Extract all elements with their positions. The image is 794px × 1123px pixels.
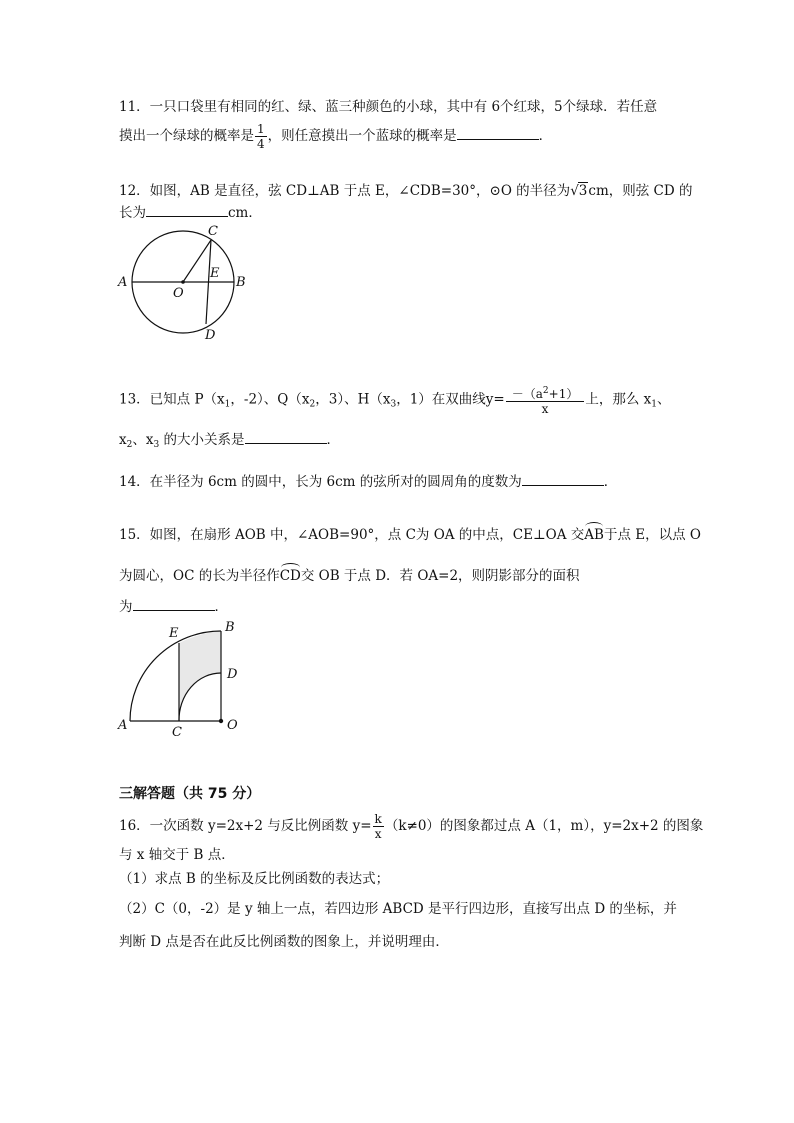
q12-radius-oc <box>183 240 211 282</box>
q12-line2 <box>119 204 262 221</box>
q13-frac-num <box>506 384 585 402</box>
q13-text-b: ，-2）、Q（x <box>230 391 310 408</box>
q12-label-c: C <box>208 224 218 239</box>
q11-fraction <box>255 122 267 151</box>
q15-label-o: O <box>227 718 238 733</box>
q14-text: 14．在半径为 6cm 的圆中，长为 6cm 的弦所对的圆周角的度数为 <box>119 474 522 490</box>
q13-sub2: 2 <box>309 399 316 410</box>
q15-line2 <box>119 568 580 584</box>
q13-text-c: ，3）、H（x <box>315 391 391 408</box>
q15-line3 <box>119 598 228 615</box>
q16-frac-num: k <box>374 812 382 826</box>
q15-arc-ab: AB <box>584 527 604 543</box>
q13-frac-sup: 2 <box>542 386 549 396</box>
q11-frac-den: 4 <box>257 137 265 151</box>
q12-label-a: A <box>118 275 128 290</box>
q14-line <box>119 473 617 490</box>
q12-line1 <box>119 182 693 199</box>
q12-answer-blank[interactable] <box>146 204 228 217</box>
q13-y-eq: y= <box>485 391 505 408</box>
q15-shaded-region <box>179 631 221 721</box>
q11-end: ． <box>538 128 553 144</box>
q15-line2-pre: 为圆心，OC 的长为半径作 <box>119 568 280 584</box>
section3-heading: 三解答题（共 75 分） <box>119 786 261 802</box>
q11-line2 <box>119 122 552 151</box>
q11-line2-post: ，则任意摸出一个蓝球的概率是 <box>267 128 457 144</box>
q12-label-b: B <box>236 275 246 290</box>
q12-center-dot <box>181 280 185 284</box>
q15-line3-pre: 为 <box>119 599 133 615</box>
q13-line1 <box>119 384 670 416</box>
q13-sub1: 1 <box>224 399 231 410</box>
q13-sub3: 3 <box>390 399 397 410</box>
q12-line2-pre: 长为 <box>119 205 146 221</box>
q14-answer-blank[interactable] <box>522 473 604 486</box>
q15-line1-pre: 15．如图，在扇形 AOB 中，∠AOB=90°，点 C为 OA 的中点，CE⊥OA 交 <box>119 527 585 543</box>
q11-frac-num: 1 <box>257 122 265 136</box>
q15-center-dot <box>219 719 223 723</box>
q13-text-d: ，1）在双曲线 <box>396 391 486 408</box>
q11-answer-blank[interactable] <box>457 127 539 140</box>
q13-text-e: 上，那么 x <box>585 391 652 408</box>
q16-frac-den: x <box>374 827 382 841</box>
q12-circle-figure <box>112 220 257 348</box>
q12-label-d: D <box>205 328 216 343</box>
q13-text-a: 13．已知点 P（x <box>119 391 225 408</box>
q15-label-b: B <box>225 620 235 635</box>
q16-line2: 与 x 轴交于 B 点． <box>119 847 235 863</box>
q13-text-f: 、 <box>656 391 671 408</box>
q13-sub6: 3 <box>153 440 160 450</box>
q12-label-o: O <box>173 286 184 301</box>
q13-sub4: 1 <box>651 399 657 410</box>
q12-line1-post: cm，则弦 CD 的 <box>588 183 693 199</box>
q13-line2 <box>119 431 340 451</box>
q13-text-h: 、x <box>132 432 154 448</box>
q16-fraction <box>373 812 384 841</box>
q15-end: ． <box>214 599 228 615</box>
q16-line4: （2）C（0，-2）是 y 轴上一点，若四边形 ABCD 是平行四边形，直接写出点 D 的坐标，并 <box>119 901 677 917</box>
q15-sector-figure <box>112 615 252 740</box>
q15-label-e: E <box>169 626 179 641</box>
q14-end: ． <box>603 474 618 490</box>
q13-frac-num-b: +1） <box>548 387 579 401</box>
q16-line1 <box>119 812 703 841</box>
q12-sqrt-symbol: √ <box>570 183 579 199</box>
q15-label-c: C <box>172 725 182 740</box>
q15-answer-blank[interactable] <box>133 598 215 611</box>
q15-label-a: A <box>118 718 128 733</box>
q15-line1 <box>119 527 701 543</box>
q15-label-d: D <box>227 667 238 682</box>
q16-line1-pre: 16．一次函数 y=2x+2 与反比例函数 y= <box>119 818 372 834</box>
q13-text-i: 的大小关系是 <box>159 432 245 448</box>
q16-line5: 判断 D 点是否在此反比例函数的图象上，并说明理由． <box>119 934 449 950</box>
q16-line3: （1）求点 B 的坐标及反比例函数的表达式； <box>119 871 390 887</box>
q11-line1: 11．一只口袋里有相同的红、绿、蓝三种颜色的小球，其中有 6个红球，5个绿球．若任意 <box>119 99 658 115</box>
q15-arc-cd: CD <box>279 568 301 584</box>
q13-end: ． <box>326 432 341 448</box>
q13-frac-den: x <box>541 402 549 416</box>
q15-line1-post: 于点 E，以点 O <box>603 527 701 543</box>
q13-sub5: 2 <box>126 440 133 450</box>
q13-text-g: x <box>119 432 127 448</box>
q16-line1-post: （k≠0）的图象都过点 A（1，m），y=2x+2 的图象 <box>384 818 704 834</box>
q13-fraction <box>506 384 585 416</box>
q13-frac-num-a: －（a <box>511 387 543 401</box>
q12-label-e: E <box>210 266 220 281</box>
q12-line2-post: cm． <box>228 205 262 221</box>
q15-line2-post: 交 OB 于点 D．若 OA=2，则阴影部分的面积 <box>300 568 580 584</box>
q12-line1-pre: 12．如图，AB 是直径，弦 CD⊥AB 于点 E，∠CDB=30°，⊙O 的半径为 <box>119 183 571 199</box>
q11-line2-pre: 摸出一个绿球的概率是 <box>119 128 254 144</box>
q12-sqrt-value: 3 <box>578 183 588 199</box>
q13-answer-blank[interactable] <box>245 431 327 444</box>
